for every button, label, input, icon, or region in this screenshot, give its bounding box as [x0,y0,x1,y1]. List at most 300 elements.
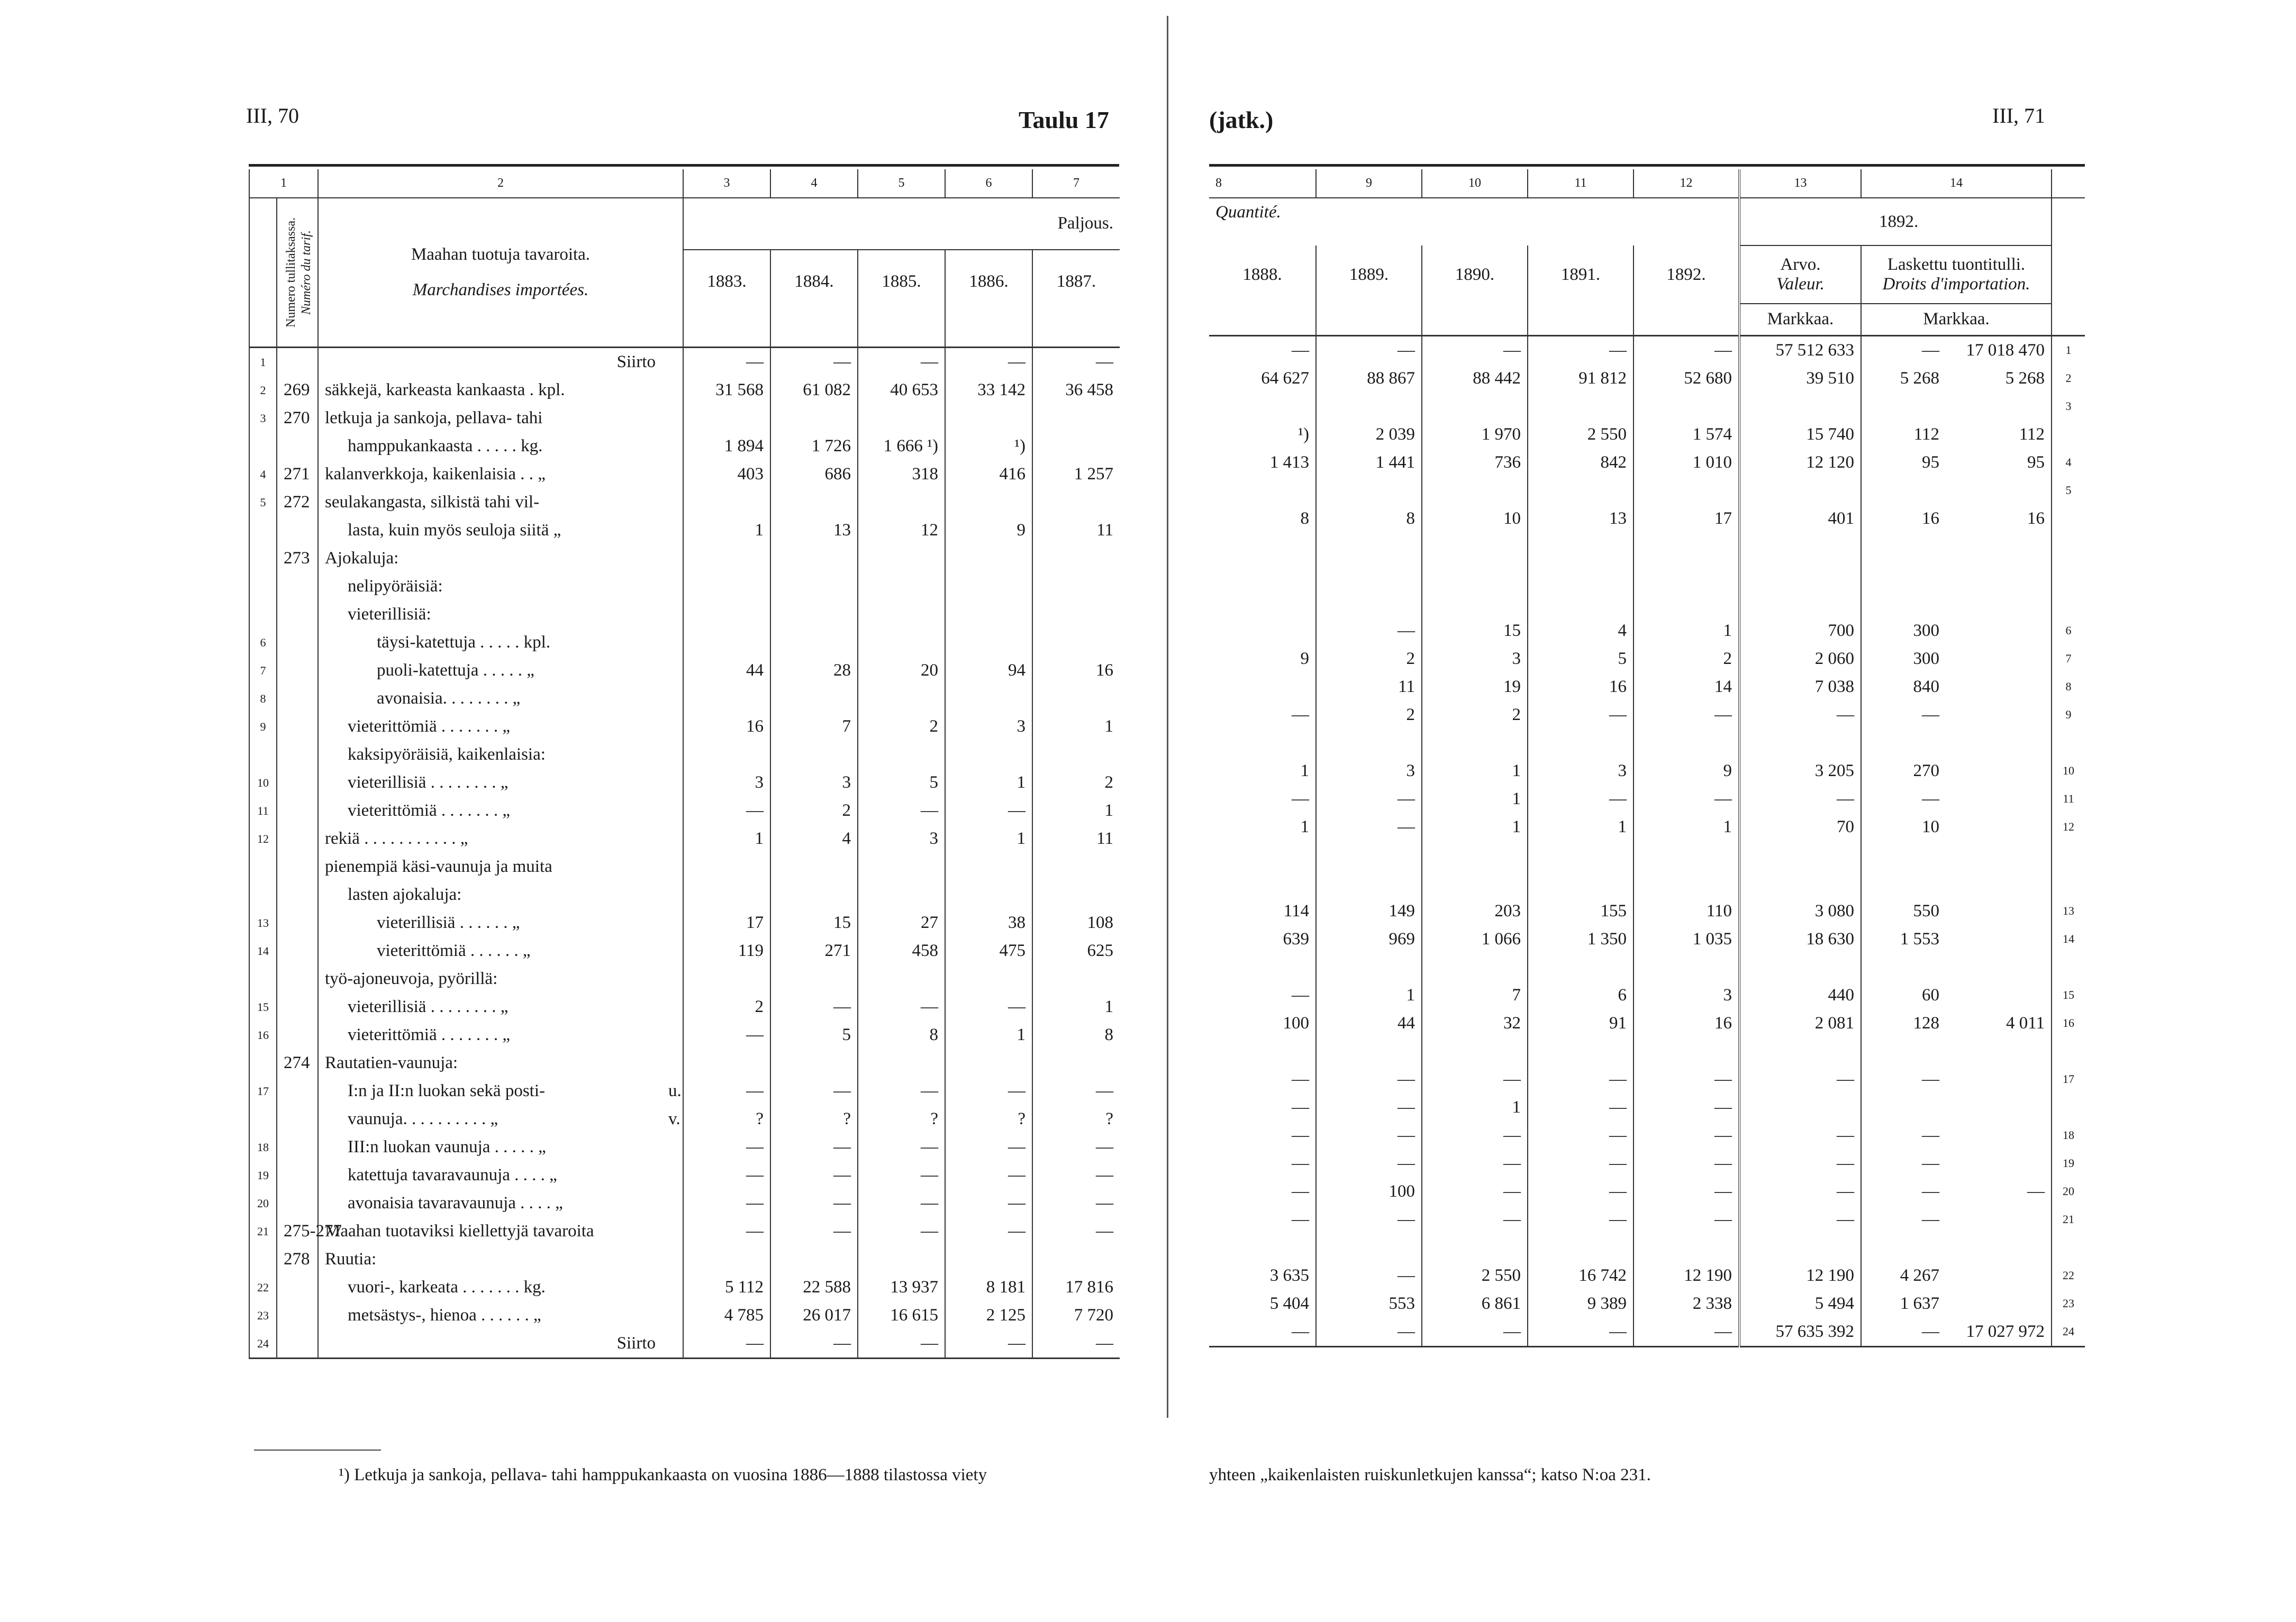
quantity-cell: — [770,1217,858,1245]
right-table [1209,169,2085,1347]
quantity-cell [1633,729,1739,757]
quantity-cell: 1 574 [1633,421,1739,449]
quantity-cell [945,488,1032,516]
quantity-cell: 9 [945,516,1032,544]
goods-label-fr: Marchandises importées. [412,280,589,299]
quantity-cell: — [1633,1150,1739,1178]
year-1890: 1890. [1422,245,1528,304]
quantity-cell: ? [683,1105,770,1133]
laskettu-label: Laskettu tuontitulli. [1887,255,2026,274]
top-rule-left [249,164,1119,167]
table-row [249,1077,1120,1105]
tariff-label-fr: Numéro du tarif. [299,230,313,315]
duty-cell-b: 95 [2027,452,2045,472]
duty-cell-b [1946,1234,2052,1262]
row-number: 16 [249,1021,277,1049]
tariff-number: 270 [277,404,318,432]
tariff-number [277,1105,318,1133]
quantity-cell: — [1422,1178,1528,1206]
row-number [249,853,277,881]
quantity-cell [858,965,945,993]
quantity-cell: 15 [1422,617,1528,645]
colnum-1: 1 [249,169,318,198]
quantity-cell: — [858,993,945,1021]
quantity-cell: ? [770,1105,858,1133]
goods-label: kaksipyöräisiä, kaikenlaisia: [318,741,662,769]
quantity-cell: 149 [1316,897,1422,925]
quantity-cell: — [1528,335,1633,365]
table-row [1209,1037,2085,1065]
quantity-cell: 3 [858,825,945,853]
quantity-cell: 11 [1032,825,1120,853]
table-row [249,1245,1120,1273]
row-number: 2 [249,376,277,404]
goods-label: vieterittömiä . . . . . . . „ [318,713,662,741]
unit-marker [662,1161,683,1189]
row-number [249,1105,277,1133]
duty-cell-a: 16 [1861,505,1946,533]
quantity-cell: — [1633,701,1739,729]
value-cell: 70 [1739,813,1861,841]
quantity-cell [1422,561,1528,589]
duty-cell-a: 270 [1861,757,1946,785]
quantity-cell: 8 [858,1021,945,1049]
tariff-number: 278 [277,1245,318,1273]
table-row [249,1133,1120,1161]
quantity-cell: 3 [1528,757,1633,785]
quantity-cell: 22 588 [770,1273,858,1301]
quantity-cell: — [770,1133,858,1161]
quantity-cell [1528,869,1633,897]
value-cell: 12 190 [1739,1262,1861,1290]
duty-cell-b: 5 268 [2005,368,2045,388]
quantity-cell: 1 [683,516,770,544]
duty-cell-a [1861,477,1946,505]
value-cell: — [1739,1122,1861,1150]
row-number [2052,1094,2085,1122]
duty-cell-a: 1 637 [1861,1290,1946,1318]
page-number-left: III, 70 [246,104,299,127]
goods-label: Siirto [318,1329,662,1359]
table-row [249,1217,1120,1245]
quantity-cell: 2 338 [1633,1290,1739,1318]
value-cell: — [1739,1206,1861,1234]
quantity-cell: — [1032,1161,1120,1189]
quantite-label: Quantité. [1215,203,1281,222]
year-1888: 1888. [1242,265,1282,284]
row-number [2052,561,2085,589]
quantity-cell: — [858,797,945,825]
year-1891: 1891. [1528,245,1633,304]
quantity-cell: 1 [945,769,1032,797]
quantity-cell: 1 413 [1269,452,1309,472]
row-number: 18 [2052,1122,2085,1150]
quantity-cell [1633,841,1739,869]
quantity-cell [770,404,858,432]
quantity-cell: — [945,348,1032,377]
quantity-cell: 5 [858,769,945,797]
quantity-cell [1422,1037,1528,1065]
row-number: 24 [2052,1318,2085,1347]
quantity-cell: — [1292,1097,1309,1117]
value-cell: 440 [1739,981,1861,1009]
quantity-cell: 3 [683,769,770,797]
unit-marker [662,1329,683,1359]
quantity-cell: — [945,1189,1032,1217]
quantity-cell: — [1316,813,1422,841]
value-cell [1739,589,1861,617]
row-number: 4 [2052,449,2085,477]
table-row [249,404,1120,432]
quantity-cell [1633,1234,1739,1262]
quantity-cell: — [683,797,770,825]
quantity-cell: 1 [1422,757,1528,785]
row-number [249,600,277,628]
quantity-cell [683,965,770,993]
quantity-cell: 203 [1422,897,1528,925]
quantity-cell [1633,953,1739,981]
goods-label: vieterillisiä . . . . . . . . „ [318,993,662,1021]
row-number: 20 [249,1189,277,1217]
value-cell [1739,953,1861,981]
quantity-cell: 31 568 [683,376,770,404]
colnum-7: 7 [1032,169,1120,198]
quantity-cell [858,404,945,432]
quantity-cell: — [1292,789,1309,808]
quantity-cell [1316,1037,1422,1065]
row-number: 15 [249,993,277,1021]
table-row [1209,813,2085,841]
goods-label: kalanverkkoja, kaikenlaisia . . „ [318,460,662,488]
row-number [2052,729,2085,757]
quantity-cell: — [1292,1125,1309,1145]
quantity-cell: 17 [1633,505,1739,533]
quantity-cell: 1 [1528,813,1633,841]
value-cell: — [1739,1150,1861,1178]
goods-label: säkkejä, karkeasta kankaasta . kpl. [318,376,662,404]
quantity-cell: 16 [683,713,770,741]
tariff-number [277,432,318,460]
quantity-cell: 1 726 [770,432,858,460]
duty-cell-a [1861,589,1946,617]
quantity-cell [1422,393,1528,421]
tariff-number-header [277,198,318,348]
duty-cell-a: — [1861,1206,1946,1234]
goods-label: vieterillisiä: [318,600,662,628]
quantity-cell: 639 [1283,929,1309,949]
value-cell [1739,729,1861,757]
quantity-cell: 2 [770,797,858,825]
quantity-cell [683,853,770,881]
quantity-cell: 416 [945,460,1032,488]
row-number: 5 [2052,477,2085,505]
quantity-cell [858,741,945,769]
quantity-cell [1209,953,1316,981]
quantity-cell: — [1292,1181,1309,1201]
unit-marker [662,965,683,993]
unit-marker [662,1189,683,1217]
value-cell: — [1739,701,1861,729]
row-number: 12 [2052,813,2085,841]
value-cell: 700 [1739,617,1861,645]
quantity-cell: — [1528,1094,1633,1122]
table-row [1209,561,2085,589]
row-number: 7 [249,657,277,685]
unit-marker [662,1301,683,1329]
row-number: 8 [249,685,277,713]
duty-cell-a: — [1861,1318,1946,1347]
duty-cell-a: 5 268 [1861,365,1946,393]
quantity-cell: 9 [1300,649,1309,668]
quantity-cell [683,1049,770,1077]
quantity-cell: 110 [1633,897,1739,925]
quantity-cell [945,404,1032,432]
quantity-cell [1528,561,1633,589]
quantity-cell: 44 [683,657,770,685]
table-row [1209,1178,2085,1206]
colnum-13: 13 [1739,169,1861,198]
quantity-cell: — [1633,1206,1739,1234]
quantity-cell [1209,729,1316,757]
quantity-cell [858,572,945,600]
quantity-cell: 11 [1032,516,1120,544]
quantity-cell: — [858,1189,945,1217]
quantity-cell [1422,589,1528,617]
top-rule-right [1209,164,2085,167]
duty-cell-b [1946,1150,2052,1178]
quantity-cell: 736 [1422,449,1528,477]
quantity-cell [858,685,945,713]
row-number: 22 [2052,1262,2085,1290]
table-row [1209,1262,2085,1290]
quantity-cell: 1 [945,1021,1032,1049]
quantity-cell: 19 [1422,673,1528,701]
unit-marker [662,404,683,432]
duty-cell-b [1946,785,2052,813]
quantity-cell: 1 066 [1422,925,1528,953]
quantity-cell [683,685,770,713]
quantity-cell [770,1049,858,1077]
goods-label: katettuja tavaravaunuja . . . . „ [318,1161,662,1189]
quantity-cell: 3 [1422,645,1528,673]
table-row [249,1329,1120,1359]
quantity-cell [1422,729,1528,757]
table-row [249,881,1120,909]
duty-cell-b [1946,897,2052,925]
quantity-cell: 2 550 [1422,1262,1528,1290]
quantity-cell: — [683,1329,770,1359]
quantity-cell: 16 [1528,673,1633,701]
quantity-cell: 13 [1528,505,1633,533]
quantity-cell: 88 442 [1422,365,1528,393]
value-cell: — [1739,1065,1861,1094]
quantity-cell [945,881,1032,909]
page-gutter [1167,16,1168,1418]
quantity-cell: 12 190 [1633,1262,1739,1290]
row-number: 23 [2052,1290,2085,1318]
duty-cell-a: 300 [1861,645,1946,673]
quantity-cell [683,404,770,432]
row-number: 21 [249,1217,277,1245]
quantity-cell [683,741,770,769]
quantity-cell: — [1292,1153,1309,1173]
row-number [2052,841,2085,869]
markkaa-1: Markkaa. [1739,304,1861,335]
tariff-number [277,713,318,741]
year-1892: 1892. [1633,245,1739,304]
duty-cell-b [1946,1206,2052,1234]
quantity-cell: 458 [858,937,945,965]
quantity-cell: — [1316,1065,1422,1094]
table-row [1209,645,2085,673]
unit-marker [662,432,683,460]
duty-cell-b: 112 [2019,424,2045,444]
row-number: 4 [249,460,277,488]
quantity-cell: — [1292,705,1309,724]
quantity-cell: 28 [770,657,858,685]
goods-label: täysi-katettuja . . . . . kpl. [318,628,662,657]
tariff-number [277,1189,318,1217]
row-number: 6 [249,628,277,657]
year-1892-label: 1892. [1879,212,1919,231]
quantity-cell: — [1528,701,1633,729]
quantity-cell: 12 [858,516,945,544]
goods-label: Siirto [318,348,662,377]
quantity-cell: 6 [1528,981,1633,1009]
value-cell: 12 120 [1739,449,1861,477]
goods-label: metsästys-, hienoa . . . . . . „ [318,1301,662,1329]
duty-cell-b [1946,1262,2052,1290]
value-cell: 57 512 633 [1739,335,1861,365]
quantity-cell: 61 082 [770,376,858,404]
row-number: 1 [2052,335,2085,365]
page-number-right: III, 71 [1992,104,2045,127]
quantity-cell [1209,561,1316,589]
row-number [249,544,277,572]
unit-marker [662,1021,683,1049]
quantity-cell: 2 [1032,769,1120,797]
colnum-12: 12 [1633,169,1739,198]
table-row [1209,841,2085,869]
table-row [249,1189,1120,1217]
quantity-cell: — [1316,1150,1422,1178]
quantity-cell: — [1292,1209,1309,1229]
quantity-cell [945,572,1032,600]
tariff-number [277,1329,318,1359]
quantity-cell [1209,477,1316,505]
row-number: 15 [2052,981,2085,1009]
duty-cell-b [1946,589,2052,617]
quantity-cell [1032,965,1120,993]
quantity-cell [1422,841,1528,869]
quantity-cell [858,853,945,881]
quantity-cell: ? [1032,1105,1120,1133]
quantity-cell: 114 [1283,901,1309,921]
quantity-cell: — [945,1161,1032,1189]
table-row [249,600,1120,628]
tariff-number: 269 [277,376,318,404]
quantity-cell: — [1422,1206,1528,1234]
quantity-cell: — [1633,335,1739,365]
quantity-cell [1316,477,1422,505]
quantity-cell: — [1633,1178,1739,1206]
duty-cell-b: 4 011 [2005,1013,2045,1033]
quantity-cell [1528,393,1633,421]
table-title-continued: (jatk.) [1209,106,1274,133]
quantity-cell [858,544,945,572]
row-number: 13 [249,909,277,937]
quantity-cell [770,628,858,657]
quantity-cell [858,628,945,657]
value-cell [1739,477,1861,505]
quantity-cell: — [1422,1150,1528,1178]
table-row [249,1301,1120,1329]
quantity-cell: 1 [1633,617,1739,645]
quantity-cell: 15 [770,909,858,937]
tulli-header [1861,245,2052,304]
table-row [1209,701,2085,729]
quantity-cell: 625 [1032,937,1120,965]
tariff-number [277,825,318,853]
quantity-cell [1032,488,1120,516]
quantity-cell: 38 [945,909,1032,937]
duty-cell-b [1946,981,2052,1009]
quantity-cell [1032,432,1120,460]
quantity-cell: — [1422,1122,1528,1150]
unit-marker [662,1049,683,1077]
quantity-cell [1528,477,1633,505]
quantity-cell [1633,561,1739,589]
quantity-cell [1316,729,1422,757]
tariff-number [277,1301,318,1329]
duty-cell-a: — [1861,701,1946,729]
quantity-cell: 1 [683,825,770,853]
quantity-cell [1032,741,1120,769]
table-row [1209,1318,2085,1347]
quantity-cell: — [1316,1094,1422,1122]
quantity-cell [1528,953,1633,981]
quantity-cell: — [858,1133,945,1161]
quantity-cell: — [1633,785,1739,813]
goods-label: III:n luokan vaunuja . . . . . „ [318,1133,662,1161]
row-number [249,1245,277,1273]
quantity-cell: — [1316,335,1422,365]
duty-cell-a [1861,1094,1946,1122]
row-number: 14 [249,937,277,965]
unit-marker: v. [668,1109,680,1128]
colnum-11: 11 [1528,169,1633,198]
quantity-cell: — [683,348,770,377]
quantity-cell [683,600,770,628]
row-number: 10 [249,769,277,797]
goods-label: pienempiä käsi-vaunuja ja muita [318,853,662,881]
table-row [249,488,1120,516]
quantity-cell: 17 [683,909,770,937]
quantity-cell [1032,881,1120,909]
goods-label: lasten ajokaluja: [318,881,662,909]
table-row [1209,785,2085,813]
duty-cell-a: 95 [1861,449,1946,477]
table-row [1209,729,2085,757]
row-number: 13 [2052,897,2085,925]
quantity-cell: 1 [1633,813,1739,841]
table-row [1209,1206,2085,1234]
row-number [2052,869,2085,897]
quantity-cell: — [683,1133,770,1161]
duty-cell-b [1946,1094,2052,1122]
quantity-cell [1032,628,1120,657]
value-cell [1739,869,1861,897]
